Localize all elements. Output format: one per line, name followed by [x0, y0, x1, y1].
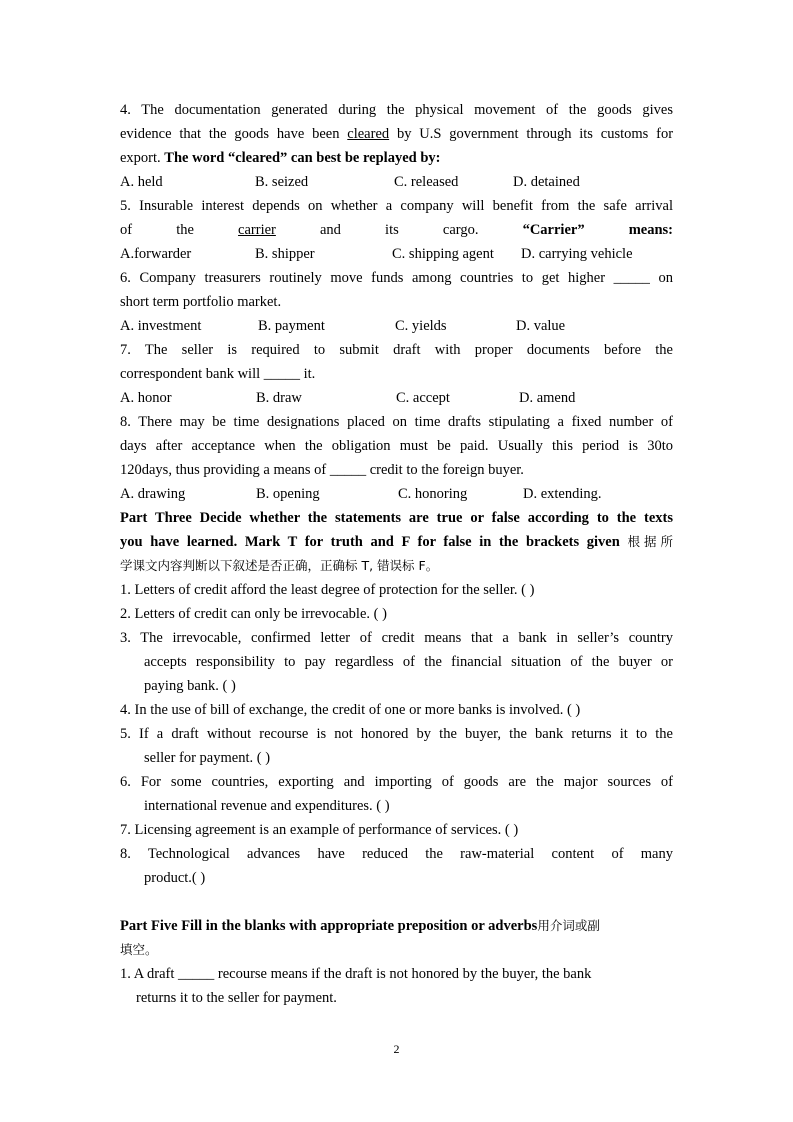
q5-underlined-word: carrier: [238, 222, 276, 238]
part-three-heading-line-2: [120, 530, 673, 554]
q5-line-2: [120, 218, 673, 242]
q4-underlined-word: cleared: [347, 126, 390, 142]
tf-statement-6-end: international revenue and expenditures. ( ): [144, 798, 390, 814]
tf-statement-5-end: seller for payment. ( ): [144, 750, 271, 766]
tf-statement-3-cont: accepts responsibility to pay regardless of the financial situation of the buyer or: [144, 654, 673, 670]
part-five-cn-instruction-line: 填空。: [120, 942, 158, 957]
q5-prompt: “Carrier” means:: [522, 222, 673, 238]
part-five-heading-line-1: [120, 914, 673, 938]
q8-line-3: 120days, thus providing a means of _____ credit to the foreign buyer.: [120, 462, 524, 478]
q5-text: and its cargo.: [320, 222, 479, 238]
tf-statement-2: 2. Letters of credit can only be irrevocable. ( ): [120, 606, 387, 622]
option-d: D. amend: [519, 390, 576, 406]
tf-statement-4: 4. In the use of bill of exchange, the credit of one or more banks is involved. ( ): [120, 702, 581, 718]
q8-line-1: 8. There may be time designations placed on time drafts stipulating a fixed number of: [120, 414, 673, 430]
q5-options: [120, 242, 673, 266]
part-three-instruction: you have learned. Mark T for truth and F for false in the brackets given: [120, 534, 620, 550]
option-d: D. carrying vehicle: [521, 246, 633, 262]
q6-options: [120, 314, 673, 338]
option-c: C. shipping agent: [392, 246, 494, 262]
q4-text: evidence that the goods have been: [120, 126, 340, 142]
option-a: A. drawing: [120, 486, 186, 502]
page-number: 2: [393, 1042, 400, 1056]
q8-options: [120, 482, 673, 506]
q4-text: export.: [120, 150, 161, 166]
tf-statement-8-end: product.( ): [144, 870, 206, 886]
option-b: B. opening: [256, 486, 320, 502]
option-d: D. value: [516, 318, 566, 334]
option-d: D. extending.: [523, 486, 602, 502]
option-b: B. shipper: [255, 246, 315, 262]
option-a: A. investment: [120, 318, 202, 334]
part-three-heading: Part Three Decide whether the statements are true or false according to the texts: [120, 510, 673, 526]
q7-line-1: 7. The seller is required to submit draft with proper documents before the: [120, 342, 673, 358]
q4-options: [120, 170, 673, 194]
tf-statement-3: 3. The irrevocable, confirmed letter of credit means that a bank in seller’s country: [120, 630, 673, 646]
blank-line: [120, 890, 673, 914]
option-c: C. honoring: [398, 486, 468, 502]
tf-statement-3-end: paying bank. ( ): [144, 678, 236, 694]
q4-line-3: [120, 146, 673, 170]
q8-line-2: days after acceptance when the obligation must be paid. Usually this period is 30to: [120, 438, 673, 454]
part-three-cn-instruction-line: 学课文内容判断以下叙述是否正确，正确标 T, 错误标 F。: [120, 558, 439, 573]
option-b: B. draw: [256, 390, 302, 406]
option-c: C. accept: [396, 390, 450, 406]
document-body: [120, 98, 673, 1010]
tf-statement-7: 7. Licensing agreement is an example of performance of services. ( ): [120, 822, 519, 838]
option-c: C. yields: [395, 318, 447, 334]
part-five-question-1-cont: returns it to the seller for payment.: [136, 990, 337, 1006]
tf-statement-1: 1. Letters of credit afford the least degree of protection for the seller. ( ): [120, 582, 535, 598]
q4-prompt: The word “cleared” can best be replayed by:: [164, 150, 441, 166]
option-a: A. held: [120, 174, 163, 190]
option-d: D. detained: [513, 174, 580, 190]
part-three-heading-line-1: [120, 506, 673, 530]
option-c: C. released: [394, 174, 459, 190]
q7-line-2: correspondent bank will _____ it.: [120, 366, 316, 382]
part-three-cn-instruction: 根据所: [627, 534, 673, 549]
q6-line-1: 6. Company treasurers routinely move funds among countries to get higher _____ on: [120, 270, 673, 286]
part-five-question-1: 1. A draft _____ recourse means if the draft is not honored by the buyer, the bank: [120, 966, 592, 982]
part-five-cn-instruction: 用介词或副: [537, 918, 600, 933]
q4-line-1: 4. The documentation generated during the physical movement of the goods gives: [120, 102, 673, 118]
tf-statement-6: 6. For some countries, exporting and importing of goods are the major sources of: [120, 774, 673, 790]
q4-text: by U.S government through its customs for: [396, 126, 674, 142]
q6-line-2: short term portfolio market.: [120, 294, 282, 310]
q5-text: of the: [120, 222, 194, 238]
q7-options: [120, 386, 673, 410]
tf-statement-5: 5. If a draft without recourse is not honored by the buyer, the bank returns it to the: [120, 726, 673, 742]
q5-line-1: 5. Insurable interest depends on whether a company will benefit from the safe arrival: [120, 198, 673, 214]
q4-line-2: [120, 122, 673, 146]
option-a: A. honor: [120, 390, 172, 406]
option-b: B. seized: [255, 174, 309, 190]
part-five-heading: Part Five Fill in the blanks with appropriate preposition or adverbs: [120, 918, 538, 934]
tf-statement-8: 8. Technological advances have reduced the raw-material content of many: [120, 846, 673, 862]
option-b: B. payment: [258, 318, 325, 334]
option-a: A.forwarder: [120, 246, 192, 262]
